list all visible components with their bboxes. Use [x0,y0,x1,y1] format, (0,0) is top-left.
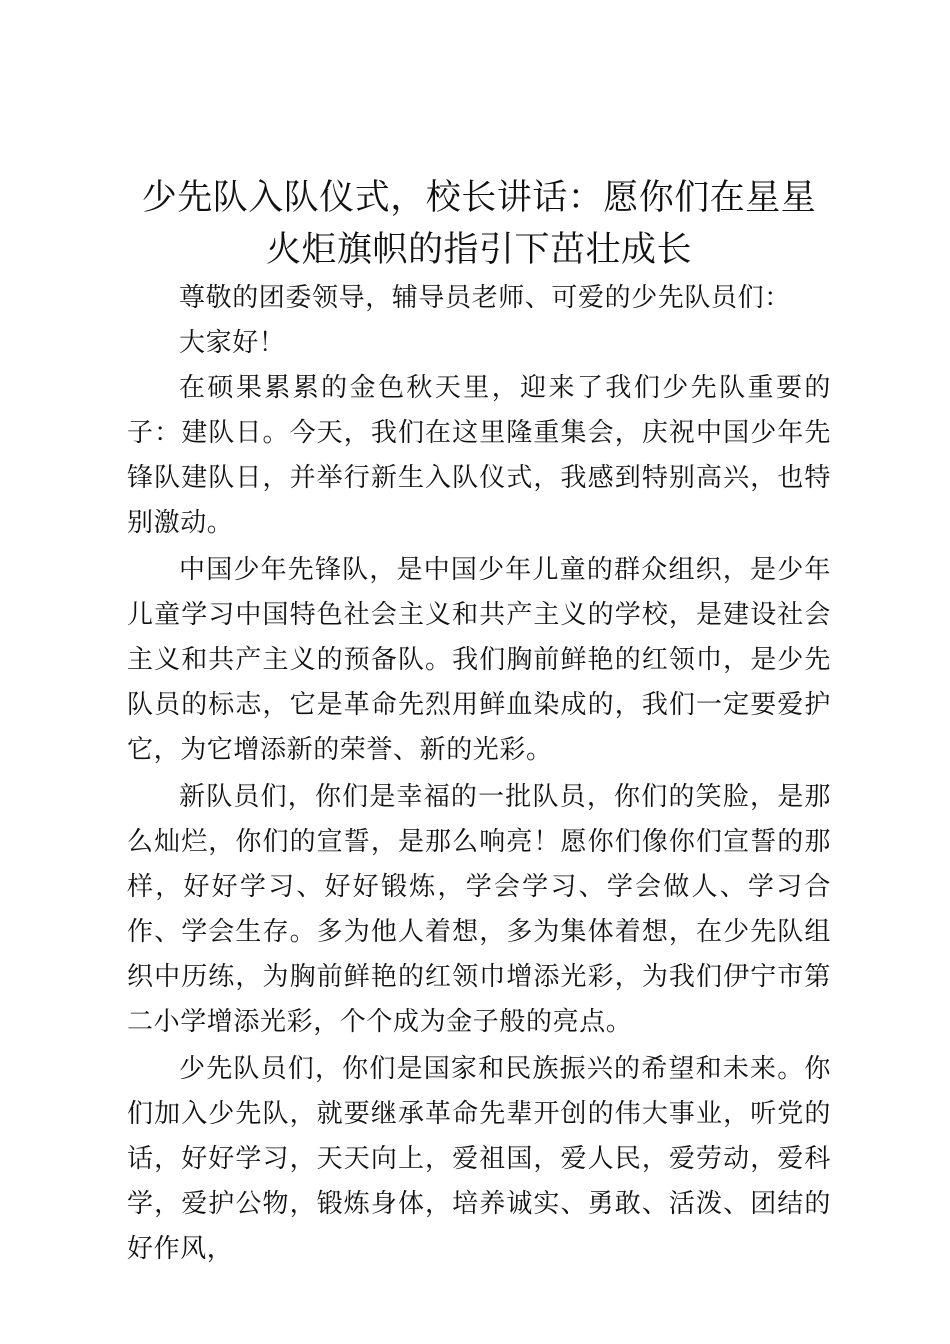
salutation-paragraph: 尊敬的团委领导，辅导员老师、可爱的少先队员们： [179,283,791,313]
document-page [127,172,831,1272]
document-title: 少先队入队仪式，校长讲话：愿你们在星星火炬旗帜的指引下茁壮成长 [141,178,817,270]
body-paragraph: 在硕果累累的金色秋天里，迎来了我们少先队重要的子：建队日。今天，我们在这里隆重集会，庆祝中国少年先锋队建队日，并举行新生入队仪式，我感到特别高兴，也特别激动。 [127,373,831,538]
body-paragraph: 新队员们，你们是幸福的一批队员，你们的笑脸，是那么灿烂，你们的宣誓，是那么响亮！愿你们像你们宣誓的那样，好好学习、好好锻炼，学会学习、学会做人、学习合作、学会生存。多为他人着想，多为集体着想，在少先队组织中历练，为胸前鲜艳的红领巾增添光彩，为我们伊宁市第二小学增添光彩，个个成为金子般的亮点。 [127,782,831,1037]
greeting-paragraph: 大家好！ [179,328,286,358]
body-paragraph: 少先队员们，你们是国家和民族振兴的希望和未来。你们加入少先队，就要继承革命先辈开创的伟大事业，听党的话，好好学习，天天向上，爱祖国，爱人民，爱劳动，爱科学，爱护公物，锻炼身体，培养诚实、勇敢、活泼、团结的好作风， [127,1054,831,1264]
body-paragraph: 中国少年先锋队，是中国少年儿童的群众组织，是少年儿童学习中国特色社会主义和共产主义的学校，是建设社会主义和共产主义的预备队。我们胸前鲜艳的红领巾，是少先队员的标志，它是革命先烈用鲜血染成的，我们一定要爱护它，为它增添新的荣誉、新的光彩。 [127,555,831,765]
